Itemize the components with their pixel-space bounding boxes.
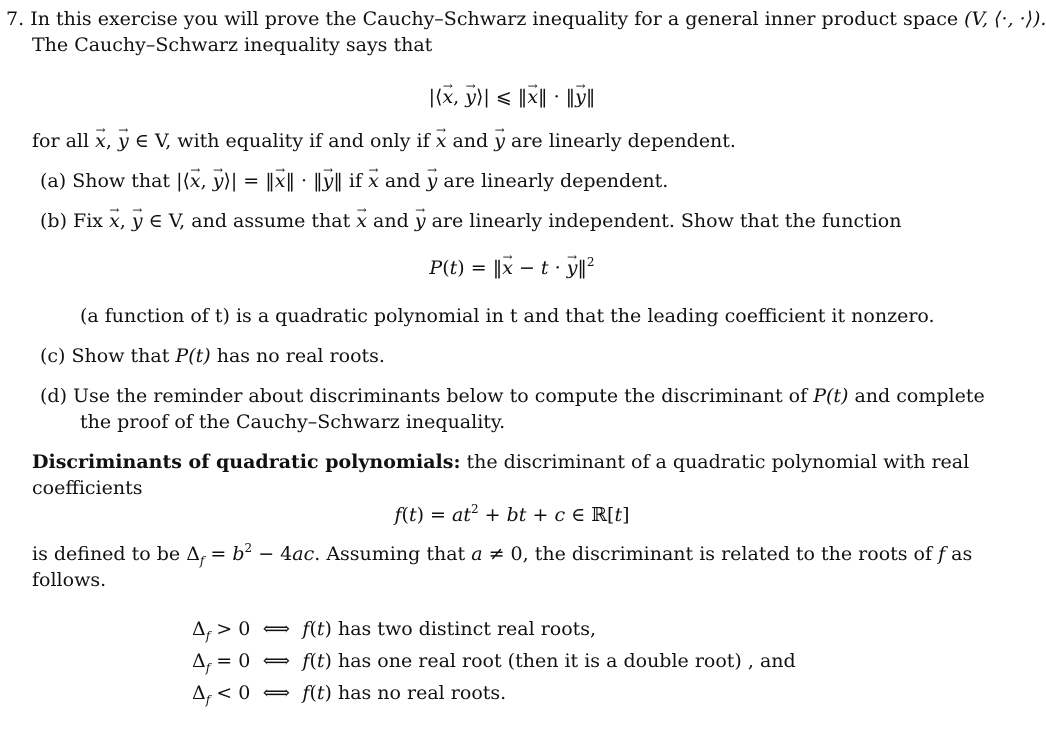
case-zero-relation: = 0 xyxy=(216,650,251,672)
definition-prefix: is defined to be xyxy=(32,543,181,565)
part-d-label: (d) xyxy=(40,385,67,407)
cauchy-schwarz-inequality: |⟨→ x, → y⟩| ⩽ ‖→ x‖ · ‖→ y‖ xyxy=(0,84,1024,110)
part-a-if: if xyxy=(348,170,363,192)
intro-text-1: In this exercise you will prove the Cauchy–Schwarz inequality for a general inner product space xyxy=(30,8,959,30)
part-b-fix: Fix xyxy=(73,210,104,232)
part-b: (b) Fix → x, → y ∈ V, and assume that → x and → y are linearly independent. Show that the function xyxy=(40,208,901,234)
discriminants-text-2: coefficients xyxy=(32,477,143,499)
part-c-label: (c) xyxy=(40,345,66,367)
definition-mid: . Assuming that xyxy=(314,543,466,565)
case-zero: $\Delta_f = 0$ ⟺ f(t) has one real root (then it is a double root) , and xyxy=(192,650,796,675)
part-b-after: are linearly independent. Show that the function xyxy=(431,210,902,232)
discriminants-text-1: the discriminant of a quadratic polynomial with real xyxy=(466,451,970,473)
part-a-text: Show that xyxy=(72,170,171,192)
case-negative-relation: < 0 xyxy=(216,682,251,704)
part-a-label: (a) xyxy=(40,170,67,192)
definition-end: follows. xyxy=(32,569,107,591)
case-negative-text: has no real roots. xyxy=(337,682,507,704)
statement-line: for all → x, → y ∈ V, with equality if and only if → x and → y are linearly dependent. xyxy=(32,128,736,154)
part-a: (a) Show that |⟨→ x, → y⟩| = ‖→ x‖ · ‖→ y‖ if → x and → y are linearly dependent. xyxy=(40,168,668,194)
part-b-label: (b) xyxy=(40,210,67,232)
part-b-in: ∈ V, and assume that xyxy=(148,210,351,232)
statement-in: ∈ V, with equality if and only if xyxy=(134,130,430,152)
discriminants-paragraph xyxy=(32,449,969,475)
statement-suffix: are linearly dependent. xyxy=(511,130,736,152)
part-a-after: are linearly dependent. xyxy=(443,170,669,192)
part-d xyxy=(40,383,985,409)
part-d-line-2: the proof of the Cauchy–Schwarz inequality. xyxy=(80,411,506,433)
part-c xyxy=(40,343,385,369)
part-b-continuation: (a function of t) is a quadratic polynomial in t and that the leading coefficient it nonzero. xyxy=(80,305,935,327)
part-a-and: and xyxy=(384,170,421,192)
p-of-t-formula: P(t) = ‖→ x − t · → y‖$^2$ xyxy=(0,255,1024,281)
definition-suffix: , the discriminant is related to the roots of xyxy=(522,543,933,565)
case-negative: $\Delta_f < 0$ ⟺ f(t) has no real roots. xyxy=(192,682,507,707)
definition-as: as xyxy=(951,543,973,565)
part-c-formula: P(t) xyxy=(175,345,211,367)
quadratic-formula: $f(t) = at^2$ + bt + c ∈ ℝ[t] xyxy=(394,502,630,526)
part-c-after: has no real roots. xyxy=(216,345,385,367)
intro-line-1 xyxy=(6,6,1046,32)
part-b-and: and xyxy=(373,210,409,232)
case-positive-relation: > 0 xyxy=(216,618,251,640)
part-d-after: and complete xyxy=(854,385,985,407)
space-notation: (V, ⟨·, ·⟩). xyxy=(964,8,1046,30)
statement-prefix: for all xyxy=(32,130,90,152)
discriminants-heading: Discriminants of quadratic polynomials: xyxy=(32,451,461,473)
intro-line-2: The Cauchy–Schwarz inequality says that xyxy=(32,34,433,56)
case-positive-text: has two distinct real roots, xyxy=(337,618,597,640)
definition-line: is defined to be $\Delta_f = b^2 - 4ac$. Assuming that a ≠ 0, the discriminant is related to the roots of f as xyxy=(32,541,973,568)
part-c-text: Show that xyxy=(71,345,170,367)
statement-and: and xyxy=(452,130,489,152)
part-d-formula: P(t) xyxy=(813,385,849,407)
problem-number: 7. xyxy=(6,8,25,30)
case-zero-text: has one real root (then it is a double root) , and xyxy=(337,650,796,672)
case-positive: $\Delta_f > 0$ ⟺ f(t) has two distinct real roots, xyxy=(192,618,597,643)
part-d-text: Use the reminder about discriminants below to compute the discriminant of xyxy=(73,385,808,407)
